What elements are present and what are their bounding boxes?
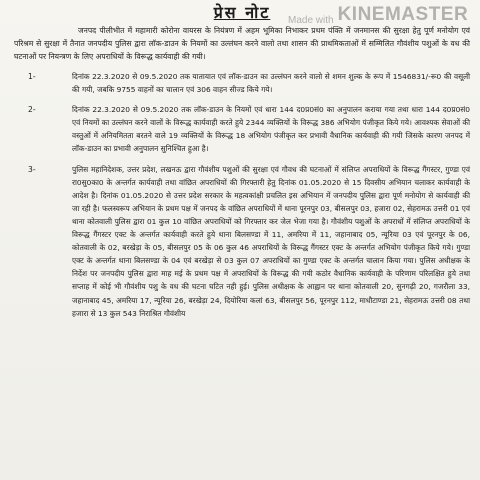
list-item — [14, 103, 470, 155]
kinemaster-watermark — [288, 4, 468, 26]
item-number: 1- — [28, 72, 36, 81]
intro-paragraph: जनपद पीलीभीत में महामारी कोरोना वायरस के नियंत्रण में अहम भूमिका निभाकर प्रथम पंक्ति में जनमानस की सुरक्षा हेतु पूर्ण मनोयोग एवं परिश्रम से सुरक्षा में तैनात जनपदीय पुलिस द्वारा लॉक-डाउन के नियमों का उल्लंघन करने वालो तथा शासन की प्राथमिकताओं में सम्मिलित गौवंशीय पशुओं के वध की घटनाओं पर नियन्त्रण के लिए अपराधियों के विरूद्ध कार्यवाही की गयी। — [14, 26, 470, 61]
item-text: दिनांक 22.3.2020 से 09.5.2020 तक यातायात एवं लॉक-डाउन का उल्लंघन करने वालो से शमन शुल्क के रूप में 1546831/-रू0 की वसूली की गयी, जबकि 9755 वाहनों का चालान एवं 306 वाहन सीज्ड किये गये। — [72, 72, 470, 95]
item-number: 3- — [28, 164, 36, 174]
item-text: दिनांक 22.3.2020 से 09.5.2020 तक लॉक-डाउन के नियमों एवं धारा 144 द0प्र0सं0 का अनुपालन कराया गया तथा धारा 144 द0प्र0सं0 एवं नियमों का उल्लंघन करने वालों के विरूद्ध कार्यवाही करते हुये 2344 व्यक्तियों के विरूद्ध 386 अभियोग पंजीकृत किये गये। आवश्यक सेवाओं की वस्तुओं में अनियमितता बरतने वाले 19 व्यक्तियों के विरूद्ध 18 अभियोग पंजीकृत कर प्रभावी वैधानिक कार्यवाही की गयी जिसके कारण जनपद में लॉक-डाउन का प्रभावी अनुपालन सुनिश्चित हुआ है। — [72, 105, 470, 154]
item-text: पुलिस महानिदेशक, उत्तर प्रदेश, लखनऊ द्वारा गौवंशीय पशुओं की सुरक्षा एवं गौवध की घटनाओं में संलिप्त अपराधियों के विरूद्ध गैंगस्टर, गुण्डा एवं रा0सु0का0 के अन्तर्गत कार्यवाही तथा वांछित अपराधियों की गिरफ्तारी हेतु दिनांक 01.05.2020 से 15 दिवसीय अभियान चलाकर कार्यवाही के आदेश है। दिनांक 01.05.2020 से उत्तर प्रदेश सरकार के महत्वकांक्षी प्रचलित इस अभियान में जनपदीय पुलिस द्वारा पूर्ण मनोयोग से कार्यवाही की जा रही है। फलस्वरूप अभियान के प्रथम पक्ष में जनपद के वांछित अपराधियों में थाना पूरनपुर 03, बीसलपुर 03, हजारा 02, सेहरामऊ उत्तरी 01 एवं थाना कोतवाली पुलिस द्वारा 01 कुल 10 वांछित अपराधियों को गिरफ्तार कर जेल भेजा गया है। गौवंशीय पशुओं के अपराधों में संलिप्त अपराधियों के विरूद्ध गैंगस्टर एक्ट के अन्तर्गत कार्यवाही करते हुये थाना बिलसण्डा में 11, अमरिया में 11, जहानाबाद 05, न्यूरिया 03 एवं पूरनपुर के 06, कोतवाली के 02, बरखेड़ा के 05, बीसलपुर 05 के 06 कुल 46 अपराधियों के विरूद्ध गैंगस्टर एक्ट के अन्तर्गत अभियोग पंजीकृत किये गये। गुण्डा एक्ट के अन्तर्गत थाना बिलसण्डा के 04 एवं बरखेड़ा से 03 कुल 07 अपराधियों का गुण्डा एक्ट के अन्तर्गत चालान किया गया। पुलिस अधीक्षक के निर्देश पर जनपदीय पुलिस द्वारा माह मई के प्रथम पक्ष में अपराधियों के विरूद्ध की गयी कठोर वैधानिक कार्यवाही के परिणाम परिलक्षित हुये तथा सप्ताह में कोई भी गौवंशीय पशु के वध की घटना घटित नही हुई। पुलिस अधीक्षक के आह्वान पर थाना कोतवाली 20, सुनगढ़ी 20, गजरौला 33, जहानाबाद 45, अमरिया 17, न्यूरिया 26, बरखेड़ा 24, दियोरिया कलां 63, बीसलपुर 56, पूरनपुर 112, माधौटाण्डा 21, सेहरामऊ उत्तरी 08 तथा हजारा से 13 कुल 543 निराश्रित गौवंशीय — [72, 164, 470, 318]
list-item — [14, 70, 470, 96]
item-number: 2- — [28, 105, 36, 115]
list-item — [14, 163, 470, 320]
watermark-made-with: Made with — [288, 15, 334, 26]
page-title: प्रेस नोट — [213, 3, 271, 22]
watermark-brand: KINEMASTER — [337, 4, 469, 25]
